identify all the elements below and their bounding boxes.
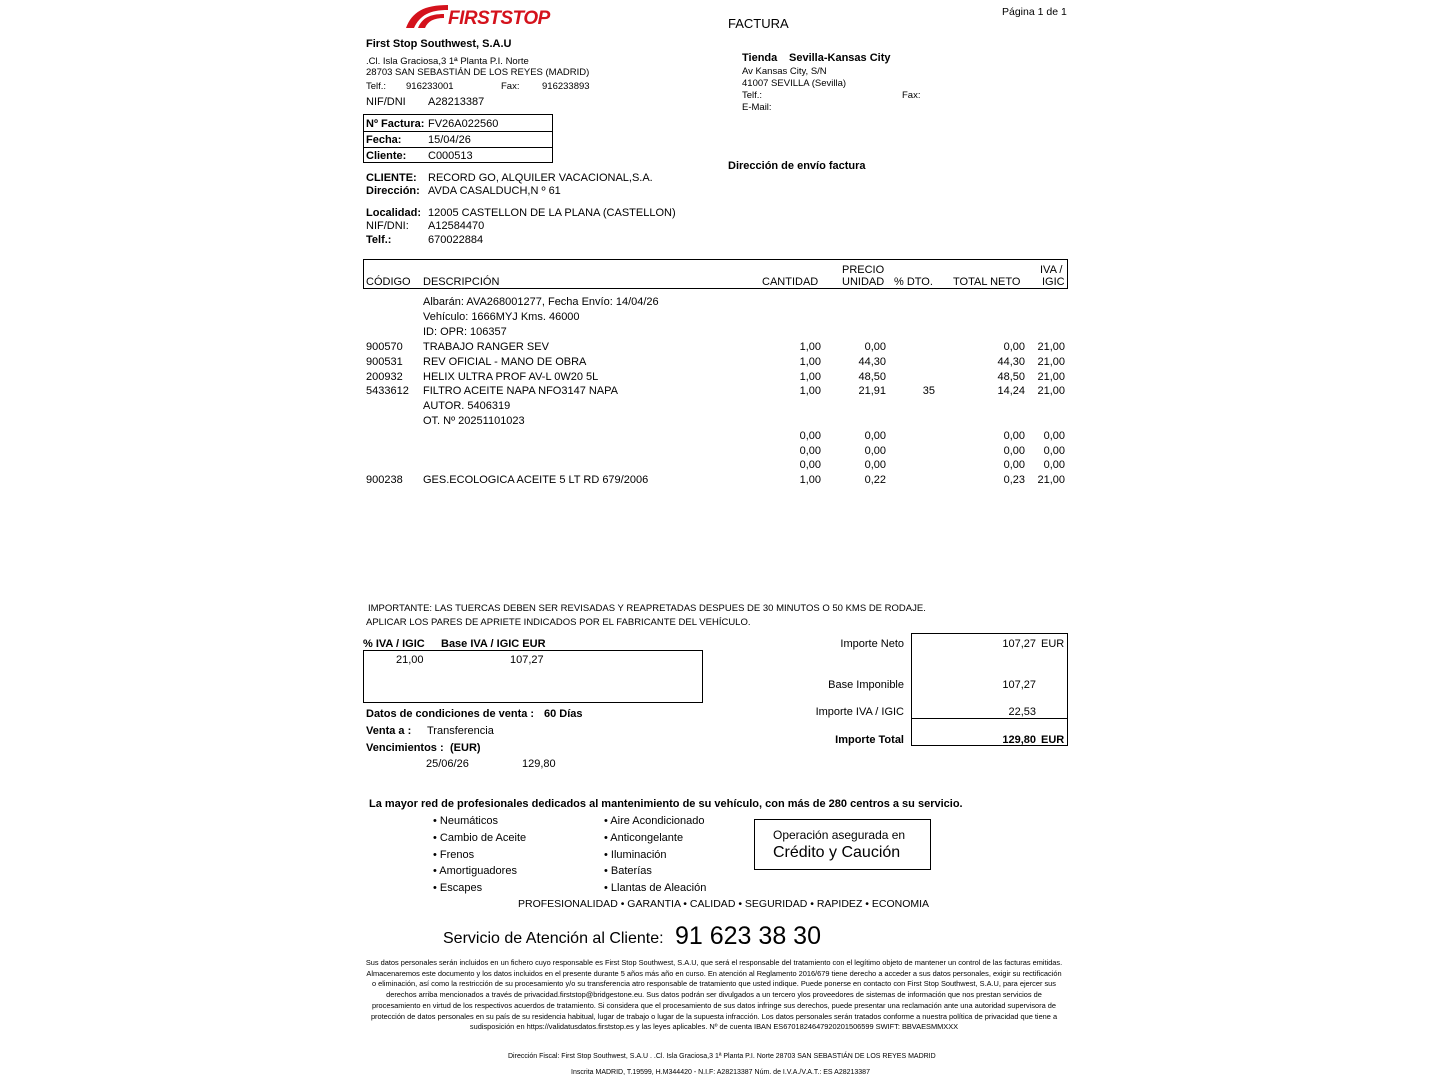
customer-tel-label: Telf.:: [366, 234, 392, 246]
line-tax: 0,00: [1043, 429, 1065, 442]
tax-amount-label: Importe IVA / IGIC: [815, 706, 904, 718]
customer-tel: 670022884: [428, 234, 484, 246]
line-qty: 0,00: [799, 444, 821, 457]
sale-conditions-label: Datos de condiciones de venta :: [366, 708, 535, 720]
customer-city-label: Localidad:: [366, 207, 422, 219]
taxable-base: 107,27: [1002, 679, 1036, 691]
order-id-line: ID: OPR: 106357: [423, 326, 507, 338]
invoice-date: 15/04/26: [428, 134, 471, 146]
line-tax: 21,00: [1037, 474, 1065, 487]
line-qty: 1,00: [799, 385, 821, 398]
line-qty: 1,00: [799, 474, 821, 487]
store-label: Tienda: [742, 52, 778, 64]
company-fax: 916233893: [542, 81, 590, 92]
registry-footer: Inscrita MADRID, T.19599, H.M344420 - N.I.F: A28213387 Núm. de I.V.A./V.A.T.: ES A28213387: [571, 1069, 870, 1076]
line-net: 0,00: [1003, 341, 1025, 353]
line-qty: 1,00: [799, 370, 821, 383]
shipping-address-title: Dirección de envío factura: [728, 160, 866, 172]
due-currency: (EUR): [450, 742, 481, 754]
due-amount: 129,80: [522, 758, 556, 770]
torque-notice: APLICAR LOS PARES DE APRIETE INDICADOS POR EL FABRICANTE DEL VEHÍCULO.: [366, 617, 751, 628]
store-name: Sevilla-Kansas City: [789, 52, 891, 64]
line-desc: HELIX ULTRA PROF AV-L 0W20 5L: [423, 370, 599, 383]
line-net: 0,00: [1003, 429, 1025, 442]
line-tax: 21,00: [1037, 355, 1065, 368]
line-tax: 0,00: [1043, 459, 1065, 472]
line-code: 900531: [366, 355, 403, 368]
line-code: 900570: [366, 341, 403, 353]
tax-rate-value: 21,00: [396, 654, 424, 666]
invoice-date-label: Fecha:: [366, 134, 402, 146]
service-item: • Aire Acondicionado: [604, 815, 705, 827]
store-address-1: Av Kansas City, S/N: [742, 66, 827, 77]
promo-headline: La mayor red de profesionales dedicados al mantenimiento de su vehículo, con más de 280 centros a su servicio.: [369, 798, 963, 810]
company-fax-label: Fax:: [501, 81, 520, 92]
line-tax: 21,00: [1037, 385, 1065, 398]
brand-logo-text: FIRSTSTOP: [448, 8, 550, 29]
line-desc: TRABAJO RANGER SEV: [423, 341, 549, 353]
customer-city: 12005 CASTELLON DE LA PLANA (CASTELLON): [428, 207, 676, 219]
store-email-label: E-Mail:: [742, 102, 772, 113]
line-code: 200932: [366, 370, 403, 383]
company-tel-label: Telf.:: [366, 81, 387, 92]
line-net: 0,00: [1003, 459, 1025, 472]
line-desc: REV OFICIAL - MANO DE OBRA: [423, 355, 587, 368]
insurance-line-1: Operación asegurada en: [773, 828, 906, 842]
company-nif: A28213387: [428, 96, 485, 108]
col-quantity-header: CANTIDAD: [762, 276, 819, 288]
firststop-logo-icon: [404, 2, 450, 30]
tax-rate-header: % IVA / IGIC: [363, 638, 425, 650]
due-dates-label: Vencimientos :: [366, 742, 444, 754]
total-currency: EUR: [1041, 734, 1065, 746]
col-code-header: CÓDIGO: [366, 276, 411, 288]
line-desc: AUTOR. 5406319: [423, 400, 511, 413]
line-qty: 1,00: [799, 355, 821, 368]
company-nif-label: NIF/DNI: [366, 96, 406, 108]
company-address-1: .Cl. Isla Graciosa,3 1ª Planta P.I. Norte: [366, 56, 529, 67]
line-net: 44,30: [997, 355, 1025, 368]
line-price: 0,00: [864, 341, 886, 353]
tax-amount: 22,53: [1008, 706, 1036, 718]
invoice-number-label: Nº Factura:: [366, 118, 425, 130]
service-item: • Anticongelante: [604, 831, 684, 844]
values-line: PROFESIONALIDAD • GARANTIA • CALIDAD • SEGURIDAD • RAPIDEZ • ECONOMIA: [518, 898, 930, 910]
company-address-2: 28703 SAN SEBASTIÁN DE LOS REYES (MADRID): [366, 67, 590, 78]
tax-base-value: 107,27: [510, 654, 544, 666]
service-item: • Escapes: [433, 882, 483, 895]
fiscal-address-footer: Dirección Fiscal: First Stop Southwest, S.A.U . .Cl. Isla Graciosa,3 1ª Planta P.I. Norte 28703 SAN SEBASTIÁN DE LOS REYES MADRID: [508, 1053, 936, 1060]
service-item: • Amortiguadores: [433, 865, 517, 878]
col-price-header-1: PRECIO: [842, 264, 885, 276]
page-number: Página 1 de 1: [1002, 6, 1067, 18]
line-net: 0,00: [1003, 444, 1025, 457]
line-net: 0,23: [1003, 474, 1025, 487]
col-price-header-2: UNIDAD: [842, 276, 885, 288]
line-tax: 21,00: [1037, 370, 1065, 383]
payment-method: Transferencia: [427, 725, 494, 737]
customer-address: AVDA CASALDUCH,N º 61: [428, 185, 561, 197]
line-price: 21,91: [858, 385, 886, 398]
store-address-2: 41007 SEVILLA (Sevilla): [742, 78, 847, 89]
customer-address-label: Dirección:: [366, 185, 420, 197]
service-item: • Neumáticos: [433, 815, 498, 827]
line-qty: 1,00: [799, 341, 821, 353]
service-item: • Cambio de Aceite: [433, 831, 527, 844]
line-desc: FILTRO ACEITE NAPA NFO3147 NAPA: [423, 385, 619, 398]
customer-nif: A12584470: [428, 220, 485, 232]
service-item: • Frenos: [433, 848, 475, 861]
store-fax-label: Fax:: [902, 90, 921, 101]
line-price: 0,00: [864, 444, 886, 457]
line-qty: 0,00: [799, 459, 821, 472]
customer-service-phone: 91 623 38 30: [675, 922, 821, 950]
company-name: First Stop Southwest, S.A.U: [366, 38, 512, 50]
customer-name-label: CLIENTE:: [366, 172, 417, 184]
payment-method-label: Venta a :: [366, 725, 412, 737]
line-tax: 21,00: [1037, 341, 1065, 353]
invoice-client-label: Cliente:: [366, 150, 407, 162]
line-price: 0,22: [864, 474, 886, 487]
line-price: 48,50: [858, 370, 886, 383]
line-disc: 35: [922, 385, 935, 398]
store-tel-label: Telf.:: [742, 90, 763, 101]
delivery-note-line: Albarán: AVA268001277, Fecha Envío: 14/04/26: [423, 296, 659, 308]
taxable-base-label: Base Imponible: [828, 679, 904, 691]
total-amount-label: Importe Total: [835, 734, 904, 746]
col-description-header: DESCRIPCIÓN: [423, 276, 500, 288]
line-qty: 0,00: [799, 429, 821, 442]
service-item: • Iluminación: [604, 848, 667, 861]
total-amount: 129,80: [1002, 734, 1036, 746]
col-tax-header-2: IGIC: [1042, 276, 1065, 288]
important-notice: IMPORTANTE: LAS TUERCAS DEBEN SER REVISADAS Y REAPRETADAS DESPUES DE 30 MINUTOS O 50 KMS DE RODAJE.: [368, 603, 926, 614]
sale-conditions-value: 60 Días: [544, 708, 583, 720]
net-amount: 107,27: [1002, 638, 1036, 650]
net-amount-label: Importe Neto: [840, 638, 904, 650]
invoice-client-code: C000513: [428, 150, 473, 162]
line-price: 0,00: [864, 429, 886, 442]
insurance-line-2: Crédito y Caución: [773, 844, 901, 861]
invoice-number: FV26A022560: [428, 118, 499, 130]
col-discount-header: % DTO.: [894, 276, 933, 288]
customer-service-label: Servicio de Atención al Cliente:: [443, 930, 664, 947]
tax-base-header: Base IVA / IGIC EUR: [441, 638, 546, 650]
company-tel: 916233001: [406, 81, 454, 92]
line-price: 0,00: [864, 459, 886, 472]
customer-name: RECORD GO, ALQUILER VACACIONAL,S.A.: [428, 172, 653, 184]
col-tax-header-1: IVA /: [1040, 264, 1063, 276]
line-desc: OT. Nº 20251101023: [423, 415, 525, 427]
document-title: FACTURA: [728, 16, 789, 31]
due-date: 25/06/26: [426, 758, 469, 770]
service-item: • Llantas de Aleación: [604, 882, 707, 895]
line-tax: 0,00: [1043, 444, 1065, 457]
net-currency: EUR: [1041, 638, 1065, 650]
vehicle-line: Vehículo: 1666MYJ Kms. 46000: [423, 311, 580, 323]
line-net: 14,24: [997, 385, 1025, 398]
line-desc: GES.ECOLOGICA ACEITE 5 LT RD 679/2006: [423, 474, 649, 487]
service-item: • Baterías: [604, 865, 652, 878]
col-net-header: TOTAL NETO: [953, 276, 1021, 288]
line-code: 5433612: [366, 385, 409, 398]
line-net: 48,50: [997, 370, 1025, 383]
line-price: 44,30: [858, 355, 886, 368]
customer-nif-label: NIF/DNI:: [366, 220, 409, 232]
line-code: 900238: [366, 474, 403, 487]
privacy-legal-text: Sus datos personales serán incluidos en un fichero cuyo responsable es First Stop Southwest, S.A.U, que será el responsable del tratamiento con el legítimo objeto de mantener un control de las facturas emitidas. Almacenaremos este documento y los datos incluidos en el presente durante 5 años más año en curso. En atención al Reglamento 2016/679 tiene derecho a acceder a sus datos personales, exigir su rectificación o eliminación, así como la restricción de su procesamiento y/o su transferencia atro responsable de tratamiento que usted indique. Puede ponerse en contacto con First Stop Southwest, S.A.U, para ejercer sus derechos arriba mencionados a través de privacidad.firststop@bridgestone.eu. Sus datos podrán ser divulgados a un tercero ylos proveedores de sistemas de información que nos prestan servicios de procesamiento en virtud de los respectivos acuerdos de tratamiento. Si considera que el procesamiento de sus datos infringe sus derechos, puede presentar una reclamación ante una autoridad supervisora de protección de datos personales en su país de su residencia habitual, lugar de trabajo o lugar de la supuesta infracción. Los datos personales serán tratados conforme a nuestra política de privacidad que tiene a sudisposición en https://validatusdatos.firststop.es y las leyes aplicables. Nº de cuenta IBAN ES6701824647920201506599 SWIFT: BBVAESMMXXX: [365, 958, 1063, 1032]
